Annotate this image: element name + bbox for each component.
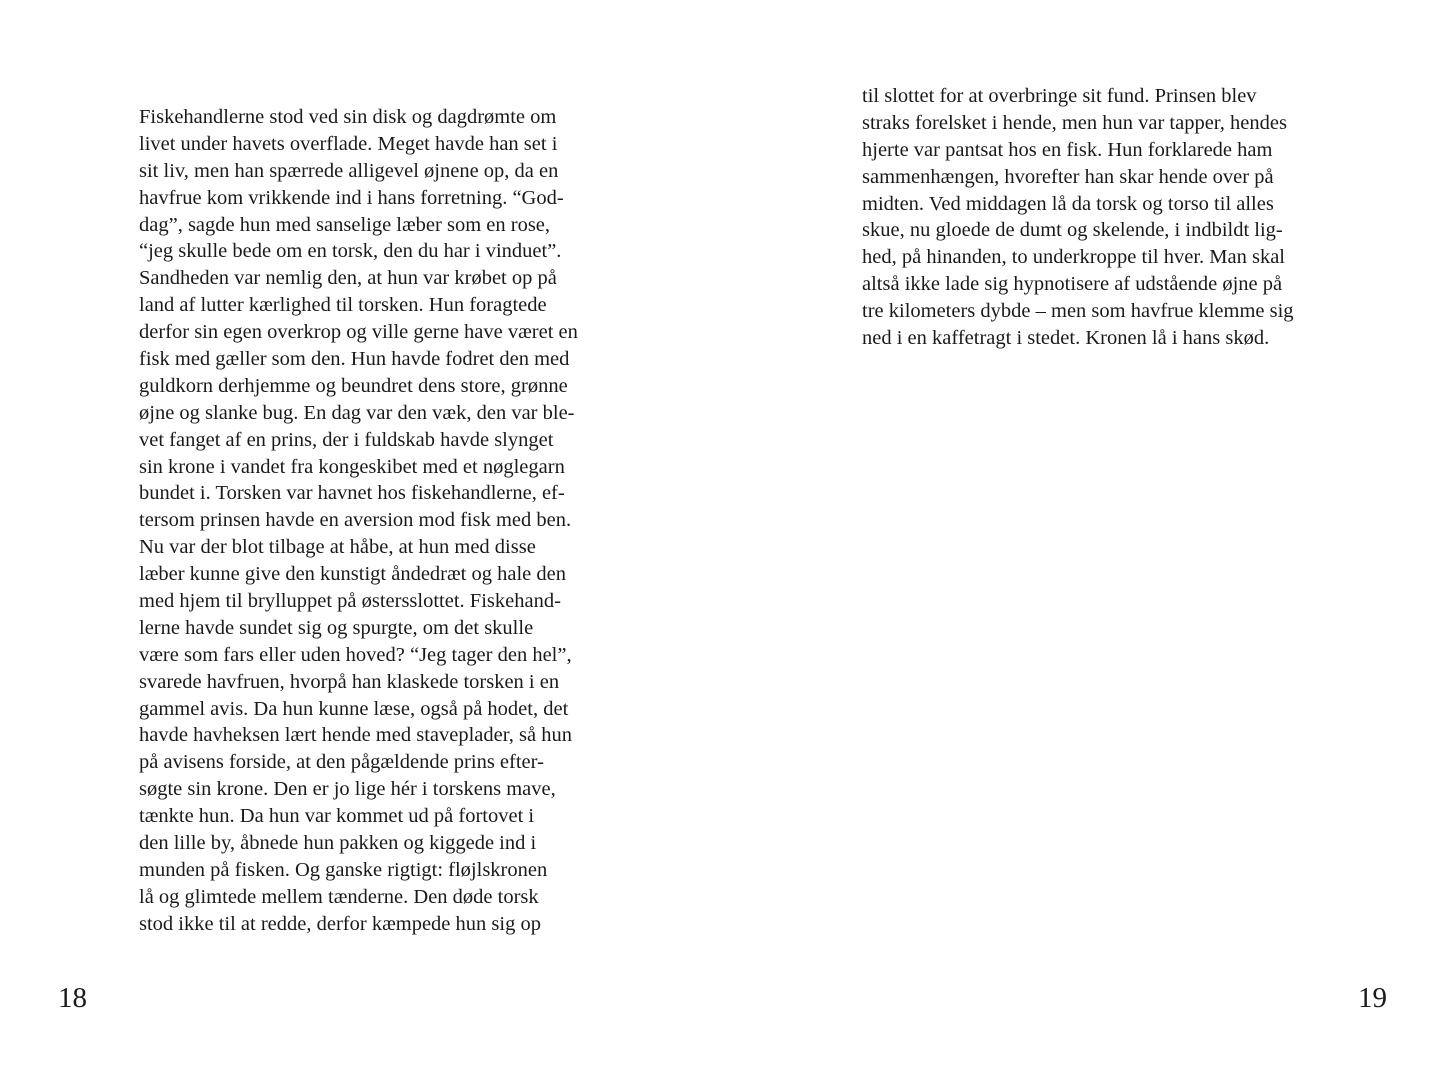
text-line: havfrue kom vrikkende ind i hans forretning. “God- [139,186,564,209]
text-line: derfor sin egen overkrop og ville gerne have været en [139,321,578,344]
text-line: være som fars eller uden hoved? “Jeg tager den hel”, [139,643,572,666]
text-line: bundet i. Torsken var havnet hos fiskehandlerne, ef- [139,482,565,505]
text-line: land af lutter kærlighed til torsken. Hun foragtede [139,294,547,317]
text-line: lerne havde sundet sig og spurgte, om det skulle [139,616,534,639]
page-number-left: 18 [58,982,87,1014]
text-line: læber kunne give den kunstigt åndedræt og hale den [139,563,566,586]
text-line: dag”, sagde hun med sanselige læber som en rose, [139,213,551,236]
text-line: på avisens forside, at den pågældende prins efter- [139,751,544,774]
text-line: guldkorn derhjemme og beundret dens store, grønne [139,374,568,397]
left-page-text [139,104,578,938]
text-line: altså ikke lade sig hypnotisere af udstående øjne på [862,273,1283,296]
text-line: søgte sin krone. Den er jo lige hér i torskens mave, [139,778,556,801]
text-line: Nu var der blot tilbage at håbe, at hun med disse [139,536,536,559]
text-line: livet under havets overflade. Meget havde han set i [139,132,558,155]
text-line: sammenhængen, hvorefter han skar hende over på [862,165,1274,188]
text-line: hjerte var pantsat hos en fisk. Hun forklarede ham [862,138,1273,161]
text-line: med hjem til brylluppet på østersslottet. Fiskehand- [139,590,561,613]
text-line: ned i en kaffetragt i stedet. Kronen lå i hans skød. [862,327,1270,350]
text-line: stod ikke til at redde, derfor kæmpede hun sig op [139,912,541,935]
text-line: den lille by, åbnede hun pakken og kiggede ind i [139,832,537,855]
text-line: vet fanget af en prins, der i fuldskab havde slynget [139,428,554,451]
text-line: lå og glimtede mellem tænderne. Den døde torsk [139,885,539,908]
text-line: sit liv, men han spærrede alligevel øjnene op, da en [139,159,559,182]
text-line: til slottet for at overbringe sit fund. Prinsen blev [862,85,1257,107]
text-line: midten. Ved middagen lå da torsk og torso til alles [862,192,1274,215]
text-line: hed, på hinanden, to underkroppe til hver. Man skal [862,246,1285,269]
text-line: “jeg skulle bede om en torsk, den du har i vinduet”. [139,240,562,263]
text-line: gammel avis. Da hun kunne læse, også på hodet, det [139,697,569,720]
text-line: havde havheksen lært hende med staveplader, så hun [139,724,572,747]
text-line: fisk med gæller som den. Hun havde fodret den med [139,348,570,371]
left-page [0,0,722,1087]
text-line: Fiskehandlerne stod ved sin disk og dagdrømte om [139,106,557,128]
right-page-text [862,83,1294,352]
text-line: tersom prinsen havde en aversion mod fisk med ben. [139,509,572,532]
text-line: øjne og slanke bug. En dag var den væk, den var ble- [139,401,575,424]
text-line: svarede havfruen, hvorpå han klaskede torsken i en [139,670,560,693]
text-line: munden på fisken. Og ganske rigtigt: fløjlskronen [139,858,548,881]
text-line: skue, nu gloede de dumt og skelende, i indbildt lig- [862,219,1283,242]
text-line: Sandheden var nemlig den, at hun var krøbet op på [139,267,557,290]
text-line: straks forelsket i hende, men hun var tapper, hendes [862,111,1287,134]
text-line: sin krone i vandet fra kongeskibet med et nøglegarn [139,455,565,478]
text-line: tre kilometers dybde – men som havfrue klemme sig [862,300,1294,323]
text-line: tænkte hun. Da hun var kommet ud på fortovet i [139,805,535,828]
right-page [722,0,1445,1087]
page-number-right: 19 [1358,982,1387,1014]
